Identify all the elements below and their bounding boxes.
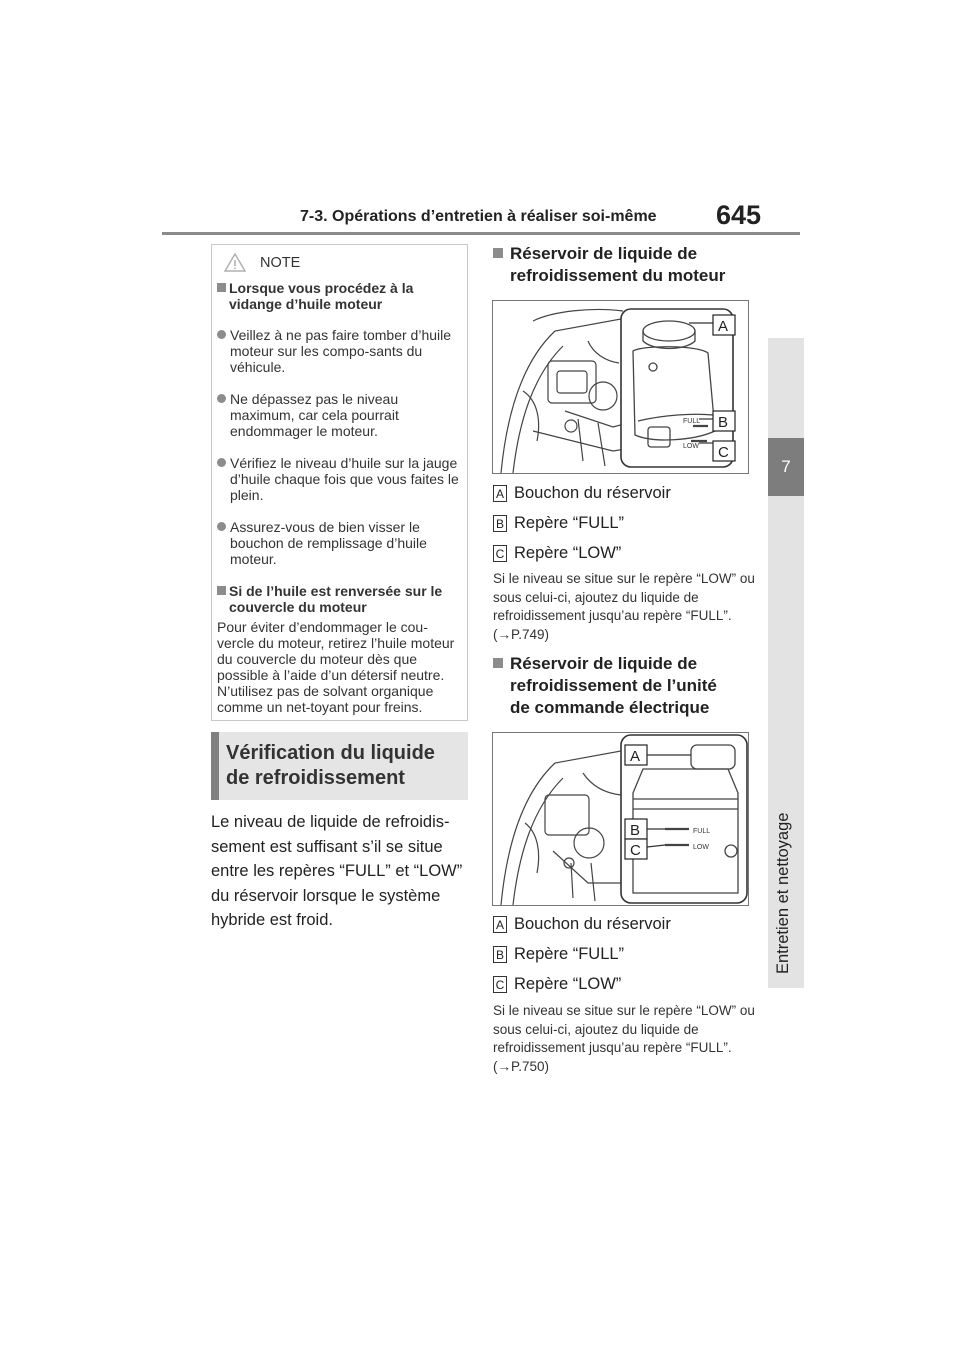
engine-bay-illustration [493, 733, 748, 905]
low-mark-text: LOW [683, 443, 699, 450]
label-c: C Repère “LOW” [493, 544, 621, 563]
note-title: NOTE [260, 254, 301, 271]
reservoir2-note: Si le niveau se situe sur le repère “LOW” ou sous celui-ci, ajoutez du liquide de refroidissement jusqu’au repère “FULL”. (→P.750) [493, 1003, 755, 1074]
section-body-text: Le niveau de liquide de refroidis-sement est suffisant s’il se situe entre les repères “FULL” et “LOW” du réservoir lorsque le système hybride est froid. [211, 813, 463, 929]
square-bullet-icon [493, 658, 503, 668]
section-title-accent [211, 732, 219, 800]
page-number: 645 [716, 200, 762, 230]
section-header-title: 7-3. Opérations d’entretien à réaliser soi-même [300, 208, 657, 225]
label-a: A Bouchon du réservoir [493, 915, 671, 934]
note-heading-oil-spill: Si de l’huile est renversée sur le couvercle du moteur [217, 583, 463, 615]
square-bullet-icon [217, 283, 226, 292]
note-bullet: Veillez à ne pas faire tomber d’huile moteur sur les compo-sants du véhicule. [217, 327, 463, 375]
callout-c: C [630, 842, 641, 859]
label-c: C Repère “LOW” [493, 975, 621, 994]
note-body [217, 280, 463, 715]
section-title: Vérification du liquide de refroidissement [226, 742, 435, 789]
header-rule [162, 232, 800, 235]
square-bullet-icon [493, 248, 503, 258]
note-bullet: Ne dépassez pas le niveau maximum, car cela pourrait endommager le moteur. [217, 391, 463, 439]
round-bullet-icon [217, 458, 226, 467]
full-mark-text: FULL [683, 418, 701, 425]
reservoir1-note: Si le niveau se situe sur le repère “LOW” ou sous celui-ci, ajoutez du liquide de refroidissement jusqu’au repère “FULL”. (→P.749) [493, 571, 755, 642]
reservoir1-heading: Réservoir de liquide de refroidissement du moteur [493, 243, 763, 287]
label-b: B Repère “FULL” [493, 945, 624, 964]
round-bullet-icon [217, 394, 226, 403]
callout-a: A [718, 318, 729, 335]
section-title-box [211, 732, 468, 800]
note-bullet: Assurez-vous de bien visser le bouchon de remplissage d’huile moteur. [217, 519, 463, 567]
round-bullet-icon [217, 522, 226, 531]
callout-c: C [718, 444, 729, 461]
chapter-number-badge: 7 [768, 438, 804, 496]
callout-b: B [630, 822, 641, 839]
round-bullet-icon [217, 330, 226, 339]
electric-control-unit-coolant-reservoir-figure [492, 732, 749, 906]
chapter-title-vertical: Entretien et nettoyage [774, 812, 792, 974]
engine-bay-illustration [493, 301, 748, 473]
label-b: B Repère “FULL” [493, 514, 624, 533]
callout-b: B [718, 414, 729, 431]
full-mark-text: FULL [693, 828, 711, 835]
engine-coolant-reservoir-figure [492, 300, 749, 474]
note-bullet: Vérifiez le niveau d’huile sur la jauge d’huile chaque fois que vous faites le plein. [217, 455, 463, 503]
label-a: A Bouchon du réservoir [493, 484, 671, 503]
square-bullet-icon [217, 586, 226, 595]
note-box [211, 244, 468, 721]
note-paragraph: Pour éviter d’endommager le cou-vercle du moteur, retirez l’huile moteur du couvercle du moteur dès que possible à l’aide d’un détersif neutre. N’utilisez pas de solvant organique comme un net-toyant pour freins. [217, 619, 455, 715]
low-mark-text: LOW [693, 844, 709, 851]
note-heading-oil-change: Lorsque vous procédez à la vidange d’huile moteur [217, 280, 463, 312]
reservoir2-heading: Réservoir de liquide de refroidissement de l’unité de commande électrique [493, 653, 763, 719]
callout-a: A [630, 748, 641, 765]
warning-triangle-icon [224, 253, 246, 272]
note-header [224, 253, 300, 272]
